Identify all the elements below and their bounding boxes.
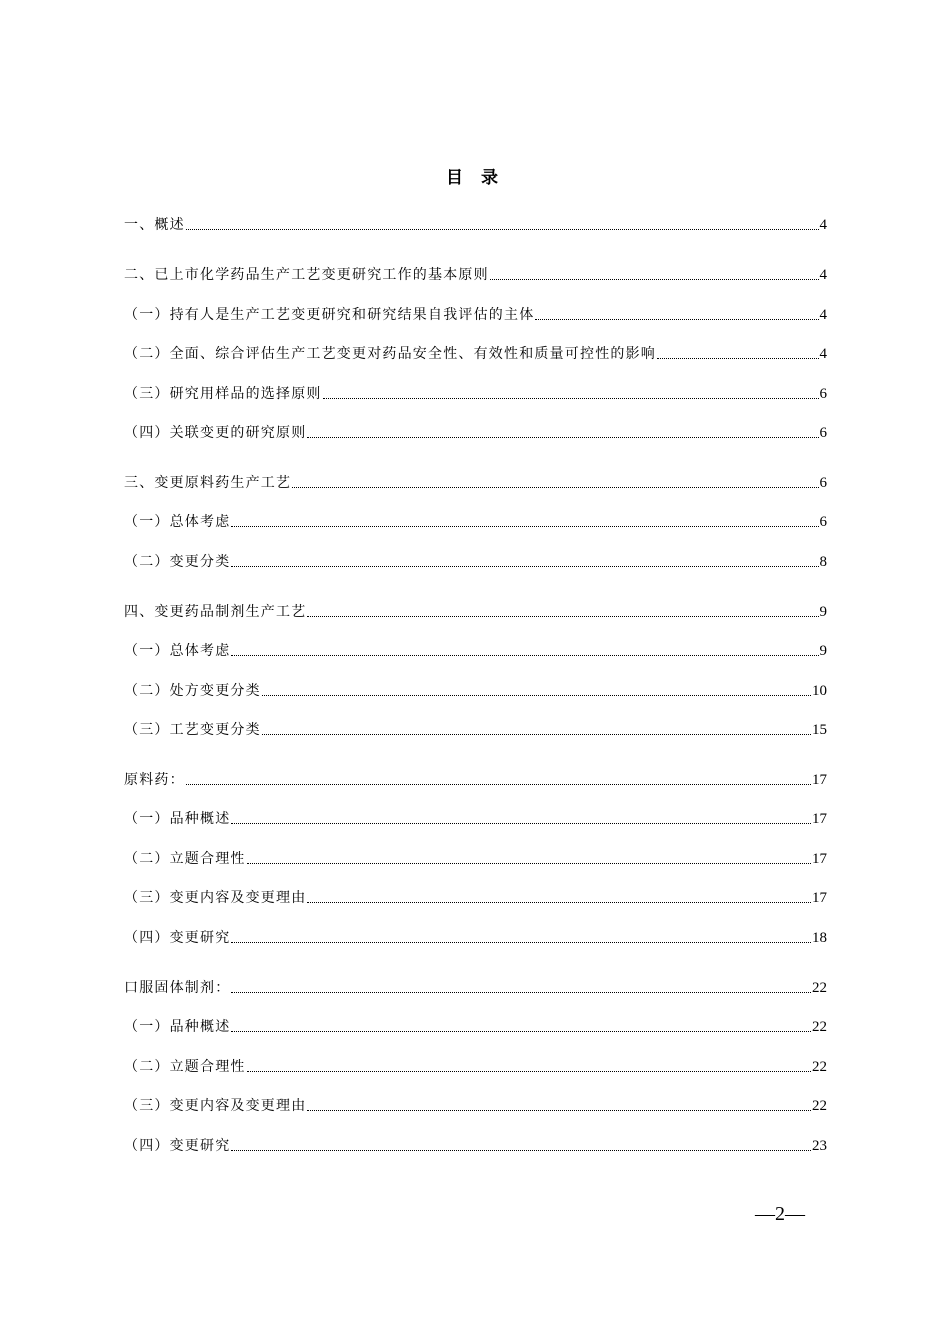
- toc-entry-page: 22: [812, 1059, 827, 1075]
- toc-dot-leader: [231, 526, 818, 527]
- toc-entry-page: 10: [812, 683, 827, 699]
- toc-title: 目 录: [446, 168, 504, 188]
- toc-entry-page: 6: [819, 475, 827, 491]
- toc-entry-label: 口服固体制剂：: [124, 980, 231, 996]
- toc-entry[interactable]: [124, 509, 827, 531]
- page-number: —2—: [755, 1203, 805, 1225]
- toc-entry[interactable]: [124, 638, 827, 660]
- toc-dot-leader: [247, 1071, 811, 1072]
- toc-entry-page: 15: [812, 722, 827, 738]
- toc-dot-leader: [231, 1150, 811, 1151]
- toc-entry-label: （二）变更分类: [124, 554, 231, 570]
- toc-entry[interactable]: [124, 1133, 827, 1155]
- toc-dot-leader: [231, 942, 811, 943]
- toc-entry[interactable]: [124, 846, 827, 868]
- toc-entry-page: 17: [812, 851, 827, 867]
- toc-entry-label: 二、已上市化学药品生产工艺变更研究工作的基本原则: [124, 267, 489, 283]
- toc-entry[interactable]: [124, 262, 827, 284]
- toc-entry[interactable]: [124, 470, 827, 492]
- toc-dot-leader: [262, 695, 811, 696]
- toc-dot-leader: [307, 437, 818, 438]
- toc-entry-page: 9: [819, 643, 827, 659]
- toc-dot-leader: [535, 319, 818, 320]
- toc-dot-leader: [490, 279, 819, 280]
- toc-entry[interactable]: [124, 806, 827, 828]
- toc-entry-label: （一）总体考虑: [124, 643, 231, 659]
- toc-entry-page: 4: [819, 346, 827, 362]
- toc-entry-page: 22: [812, 1019, 827, 1035]
- toc-entry-label: （三）变更内容及变更理由: [124, 1098, 307, 1114]
- toc-entry-label: （三）工艺变更分类: [124, 722, 261, 738]
- toc-entry-label: （二）处方变更分类: [124, 683, 261, 699]
- toc-entry[interactable]: [124, 717, 827, 739]
- toc-dot-leader: [186, 229, 819, 230]
- toc-entry-page: 4: [819, 307, 827, 323]
- toc-entry-label: 四、变更药品制剂生产工艺: [124, 604, 307, 620]
- toc-entry-label: （一）总体考虑: [124, 514, 231, 530]
- toc-entry[interactable]: [124, 212, 827, 234]
- toc-entry-page: 23: [812, 1138, 827, 1154]
- toc-dot-leader: [323, 398, 819, 399]
- toc-entry-page: 4: [819, 267, 827, 283]
- toc-entry-page: 17: [812, 890, 827, 906]
- toc-entry-page: 6: [819, 514, 827, 530]
- toc-entry-label: （二）立题合理性: [124, 1059, 246, 1075]
- toc-dot-leader: [307, 616, 818, 617]
- toc-entry-page: 6: [819, 425, 827, 441]
- toc-dot-leader: [247, 863, 811, 864]
- toc-entry-page: 22: [812, 980, 827, 996]
- toc-entry-label: （二）立题合理性: [124, 851, 246, 867]
- toc-entry[interactable]: [124, 599, 827, 621]
- toc-entry-label: （一）持有人是生产工艺变更研究和研究结果自我评估的主体: [124, 307, 535, 323]
- toc-entry-page: 18: [812, 930, 827, 946]
- toc-entry-label: （四）变更研究: [124, 930, 231, 946]
- toc-entry-label: （一）品种概述: [124, 811, 231, 827]
- toc-entry[interactable]: [124, 302, 827, 324]
- toc-entry[interactable]: [124, 1093, 827, 1115]
- toc-entry-label: （四）关联变更的研究原则: [124, 425, 307, 441]
- toc-entry-page: 17: [812, 772, 827, 788]
- toc-dot-leader: [307, 1110, 811, 1111]
- toc-entry[interactable]: [124, 925, 827, 947]
- toc-entry[interactable]: [124, 341, 827, 363]
- toc-entry-page: 8: [819, 554, 827, 570]
- toc-entry[interactable]: [124, 1014, 827, 1036]
- toc-entry[interactable]: [124, 420, 827, 442]
- toc-dot-leader: [186, 784, 811, 785]
- toc-entry[interactable]: [124, 767, 827, 789]
- toc-entry[interactable]: [124, 975, 827, 997]
- toc-entry-page: 17: [812, 811, 827, 827]
- toc-entry-label: （二）全面、综合评估生产工艺变更对药品安全性、有效性和质量可控性的影响: [124, 346, 656, 362]
- toc-dot-leader: [307, 902, 811, 903]
- toc-dot-leader: [231, 566, 818, 567]
- toc-entry[interactable]: [124, 549, 827, 571]
- toc-dot-leader: [292, 487, 818, 488]
- toc-dot-leader: [231, 655, 818, 656]
- toc-entry-label: （四）变更研究: [124, 1138, 231, 1154]
- toc-entry[interactable]: [124, 381, 827, 403]
- toc-entry-label: 三、变更原料药生产工艺: [124, 475, 292, 491]
- toc-entry-label: 原料药：: [124, 772, 185, 788]
- toc-entry-page: 6: [819, 386, 827, 402]
- toc-dot-leader: [231, 1031, 811, 1032]
- toc-dot-leader: [231, 823, 811, 824]
- toc-entry-label: （三）变更内容及变更理由: [124, 890, 307, 906]
- toc-entry[interactable]: [124, 1054, 827, 1076]
- toc-entry-label: （三）研究用样品的选择原则: [124, 386, 322, 402]
- toc-entry[interactable]: [124, 885, 827, 907]
- toc-dot-leader: [262, 734, 811, 735]
- toc-entry[interactable]: [124, 678, 827, 700]
- toc-dot-leader: [231, 992, 811, 993]
- toc-entry-page: 22: [812, 1098, 827, 1114]
- toc-dot-leader: [657, 358, 819, 359]
- toc-entry-page: 4: [819, 217, 827, 233]
- toc-entry-label: 一、概述: [124, 217, 185, 233]
- toc-entry-page: 9: [819, 604, 827, 620]
- toc-entry-label: （一）品种概述: [124, 1019, 231, 1035]
